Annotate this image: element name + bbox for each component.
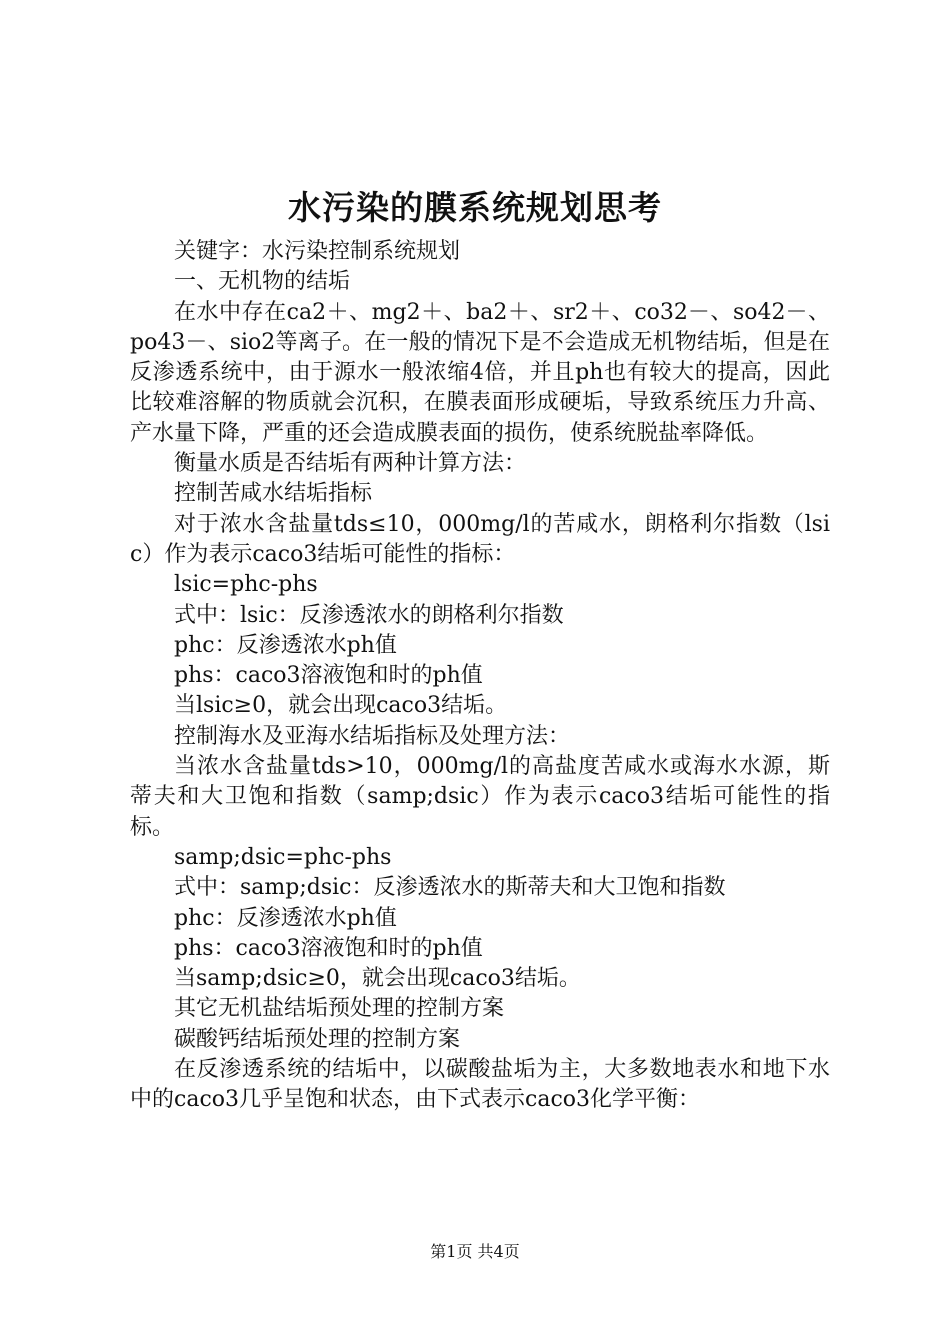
paragraph: lsic=phc-phs [174,572,318,598]
paragraph: phc：反渗透浓水ph值 [174,905,397,931]
paragraph: 在反渗透系统的结垢中，以碳酸盐垢为主，大多数地表水和地下水中的caco3几乎呈饱和状态，由下式表示caco3化学平衡： [130,1057,830,1113]
paragraph: 其它无机盐结垢预处理的控制方案 [174,996,505,1022]
paragraph: 控制苦咸水结垢指标 [174,481,373,507]
paragraph: phs：caco3溶液饱和时的ph值 [174,663,483,689]
paragraph: 当浓水含盐量tds>10，000mg/l的高盐度苦咸水或海水水源，斯蒂夫和大卫饱和指数（samp;dsic）作为表示caco3结垢可能性的指标。 [130,754,830,840]
paragraph: 式中：lsic：反渗透浓水的朗格利尔指数 [174,602,564,628]
paragraph: 式中：samp;dsic：反渗透浓水的斯蒂夫和大卫饱和指数 [174,875,726,901]
paragraph: 在水中存在ca2＋、mg2＋、ba2＋、sr2＋、co32－、so42－、po43－、sio2等离子。在一般的情况下是不会造成无机物结垢，但是在反渗透系统中，由于源水一般浓缩4倍，并且ph也有较大的提高，因此比较难溶解的物质就会沉积，在膜表面形成硬垢，导致系统压力升高、产水量下降，严重的还会造成膜表面的损伤，使系统脱盐率降低。 [130,299,830,446]
document-body [130,237,830,1116]
paragraph: 对于浓水含盐量tds≤10，000mg/l的苦咸水，朗格利尔指数（lsic）作为表示caco3结垢可能性的指标： [130,511,830,567]
paragraph: 一、无机物的结垢 [174,269,351,295]
page-footer: 第1页 共4页 [430,1242,520,1261]
paragraph: phc：反渗透浓水ph值 [174,632,397,658]
paragraph: 关键字：水污染控制系统规划 [174,239,461,264]
paragraph: 当samp;dsic≥0，就会出现caco3结垢。 [174,966,581,992]
paragraph: 控制海水及亚海水结垢指标及处理方法： [174,723,571,749]
paragraph: 衡量水质是否结垢有两种计算方法： [174,451,527,477]
paragraph: phs：caco3溶液饱和时的ph值 [174,935,483,961]
paragraph: 当lsic≥0，就会出现caco3结垢。 [174,693,508,719]
paragraph: samp;dsic=phc-phs [174,844,392,870]
paragraph: 碳酸钙结垢预处理的控制方案 [174,1026,461,1052]
document-title: 水污染的膜系统规划思考 [288,188,662,227]
